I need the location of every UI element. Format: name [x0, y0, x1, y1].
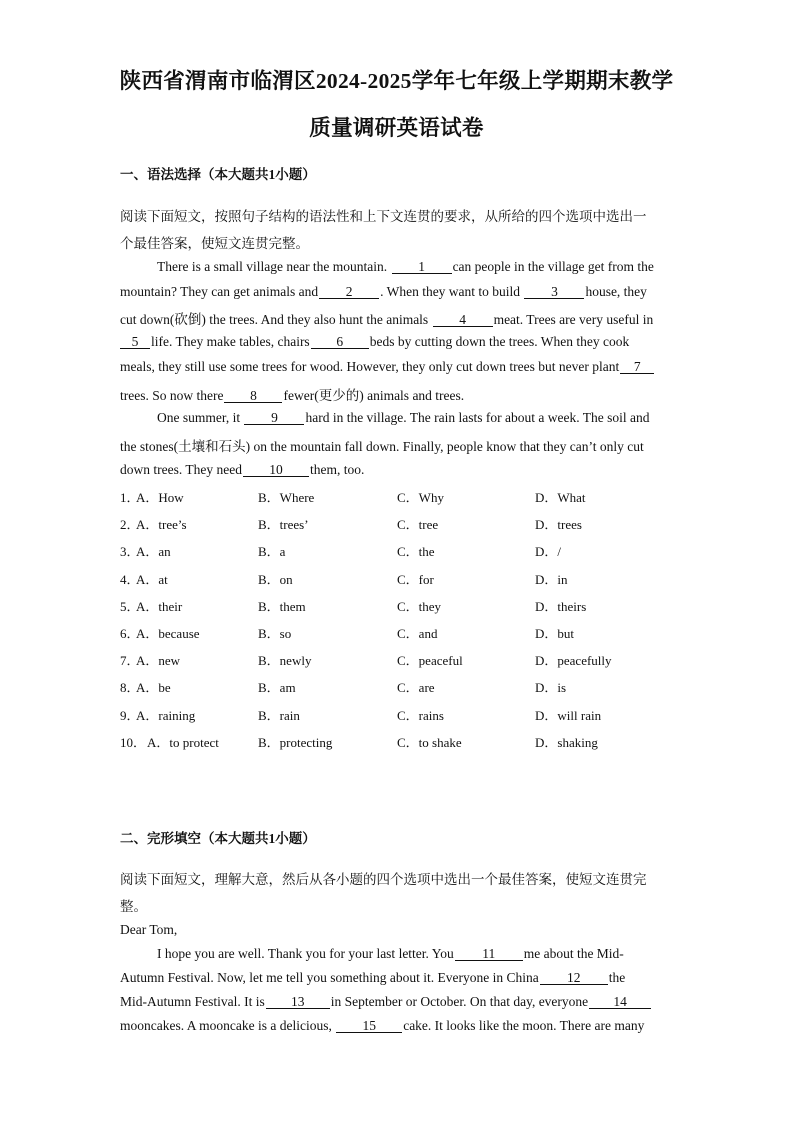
option-b[interactable]: B．so: [258, 626, 292, 641]
blank-1: 1: [392, 260, 452, 274]
passage-text: cake. It looks like the moon. There are many: [403, 1018, 645, 1033]
passage-text: can people in the village get from the: [452, 259, 654, 274]
passage-text: beds by cutting down the trees. When they cook: [369, 334, 630, 349]
option-c[interactable]: C．they: [397, 598, 442, 614]
passage-text: There is a small village near the mountain.: [157, 259, 391, 274]
option-c[interactable]: C．to shake: [397, 734, 462, 750]
passage-text: in September or October. On that day, everyone: [330, 994, 589, 1009]
option-a[interactable]: A．their: [136, 598, 183, 614]
blank-7: 7: [620, 360, 654, 374]
question-number: 4．: [120, 571, 140, 587]
passage-text: life. They make tables, chairs: [151, 334, 310, 349]
option-a[interactable]: A．at: [136, 571, 168, 587]
passage-text: fewer(更少的) animals and trees.: [283, 388, 465, 403]
option-c[interactable]: C．rains: [397, 707, 444, 723]
passage2-line: [120, 994, 652, 1010]
exam-title-line2: 质量调研英语试卷: [309, 116, 484, 140]
passage2-line: [120, 970, 625, 986]
option-a[interactable]: A．because: [136, 626, 200, 641]
option-c[interactable]: C．peaceful: [397, 653, 463, 669]
blank-9: 9: [244, 411, 304, 425]
passage1-line: [120, 359, 655, 375]
option-d[interactable]: D．but: [535, 626, 575, 641]
option-a[interactable]: A．tree’s: [136, 517, 187, 533]
blank-4: 4: [433, 313, 493, 327]
passage-text: meat. Trees are very useful in: [493, 312, 654, 327]
passage-text: cut down(砍倒) the trees. And they also hunt the animals: [120, 312, 432, 327]
passage2-line: [120, 1018, 644, 1034]
passage1-line: [120, 308, 653, 328]
option-d[interactable]: D．peacefully: [535, 653, 612, 669]
passage-text: One summer, it: [157, 410, 244, 425]
question-number: 1．: [120, 490, 140, 505]
section1-instruction-1: 阅读下面短文，按照句子结构的语法性和上下文连贯的要求，从所给的四个选项中选出一: [120, 209, 647, 224]
option-a[interactable]: A．How: [136, 490, 184, 505]
passage-text: meals, they still use some trees for wood. However, they only cut down trees but never plant: [120, 359, 620, 374]
option-c[interactable]: C．are: [397, 680, 435, 696]
section1-heading: 一、语法选择（本大题共1小题）: [120, 167, 316, 182]
question-number: 10．: [120, 734, 147, 750]
option-b[interactable]: B．rain: [258, 707, 300, 723]
section2-heading: 二、完形填空（本大题共1小题）: [120, 831, 316, 846]
letter-greeting: Dear Tom,: [120, 922, 178, 937]
option-c[interactable]: C．for: [397, 571, 434, 587]
passage-text: me about the Mid-: [523, 946, 624, 961]
passage2-line: [157, 946, 624, 962]
passage-text: . When they want to build: [380, 284, 524, 299]
passage-text: the stones(土壤和石头) on the mountain fall down. Finally, people know that they can’t only cut: [120, 439, 644, 454]
passage1-line: [157, 259, 654, 275]
option-d[interactable]: D．trees: [535, 517, 582, 533]
passage-text: the: [608, 970, 626, 985]
option-c[interactable]: C．Why: [397, 490, 444, 505]
option-a[interactable]: A．to protect: [147, 734, 219, 750]
option-a[interactable]: A．an: [136, 544, 171, 560]
option-c[interactable]: C．and: [397, 626, 438, 641]
option-b[interactable]: B．a: [258, 544, 286, 560]
blank-6: 6: [311, 335, 369, 349]
passage-text: them, too.: [309, 462, 365, 477]
option-d[interactable]: D．will rain: [535, 707, 602, 723]
option-c[interactable]: C．the: [397, 544, 435, 560]
passage1-line: [120, 462, 364, 478]
option-b[interactable]: B．protecting: [258, 734, 333, 750]
option-b[interactable]: B．newly: [258, 653, 312, 669]
option-d[interactable]: D．shaking: [535, 734, 598, 750]
passage-text: house, they: [585, 284, 647, 299]
passage1-line: [120, 284, 647, 300]
option-b[interactable]: B．Where: [258, 490, 315, 505]
passage1-line: [120, 435, 644, 455]
blank-2: 2: [319, 285, 379, 299]
passage-text: mountain? They can get animals and: [120, 284, 319, 299]
passage-text: Autumn Festival. Now, let me tell you something about it. Everyone in China: [120, 970, 539, 985]
question-number: 9．: [120, 707, 140, 723]
question-number: 5．: [120, 598, 140, 614]
passage1-line: [120, 384, 464, 404]
passage1-line: [120, 334, 629, 350]
passage-text: Mid-Autumn Festival. It is: [120, 994, 265, 1009]
blank-15: 15: [336, 1019, 402, 1033]
section1-instruction-2: 个最佳答案，使短文连贯完整。: [120, 236, 309, 251]
option-b[interactable]: B．them: [258, 598, 306, 614]
option-d[interactable]: D．theirs: [535, 598, 587, 614]
option-d[interactable]: D．What: [535, 490, 586, 505]
blank-8: 8: [224, 389, 282, 403]
option-b[interactable]: B．on: [258, 571, 293, 587]
blank-5: 5: [120, 335, 150, 349]
blank-10: 10: [243, 463, 309, 477]
option-b[interactable]: B．trees’: [258, 517, 309, 533]
question-number: 6．: [120, 626, 140, 641]
question-number: 2．: [120, 517, 140, 533]
blank-14: 14: [589, 995, 651, 1009]
option-a[interactable]: A．be: [136, 680, 171, 696]
option-c[interactable]: C．tree: [397, 517, 439, 533]
question-number: 3．: [120, 544, 140, 560]
option-a[interactable]: A．new: [136, 653, 181, 669]
question-number: 7．: [120, 653, 140, 669]
option-b[interactable]: B．am: [258, 680, 296, 696]
option-d[interactable]: D．/: [535, 544, 562, 560]
exam-title-line1: 陕西省渭南市临渭区2024-2025学年七年级上学期期末教学: [119, 69, 674, 93]
blank-12: 12: [540, 971, 608, 985]
question-number: 8．: [120, 680, 140, 696]
passage-text: trees. So now there: [120, 388, 224, 403]
passage1-line: [157, 410, 649, 426]
option-d[interactable]: D．in: [535, 571, 568, 587]
section2-instruction-2: 整。: [120, 899, 147, 914]
section2-instruction-1: 阅读下面短文，理解大意，然后从各小题的四个选项中选出一个最佳答案，使短文连贯完: [120, 872, 647, 887]
passage-text: down trees. They need: [120, 462, 242, 477]
blank-3: 3: [524, 285, 584, 299]
passage-text: mooncakes. A mooncake is a delicious,: [120, 1018, 336, 1033]
option-d[interactable]: D．is: [535, 680, 567, 696]
passage-text: I hope you are well. Thank you for your last letter. You: [157, 946, 454, 961]
blank-13: 13: [266, 995, 330, 1009]
option-a[interactable]: A．raining: [136, 707, 196, 723]
blank-11: 11: [455, 947, 523, 961]
passage-text: hard in the village. The rain lasts for about a week. The soil and: [305, 410, 650, 425]
